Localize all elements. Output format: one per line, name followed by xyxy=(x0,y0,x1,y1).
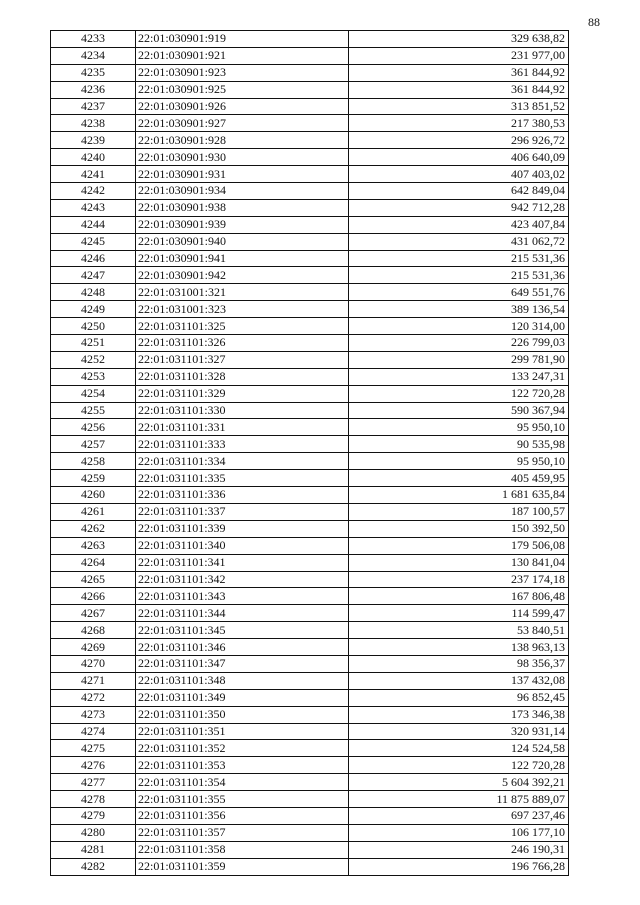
row-number-cell: 4235 xyxy=(51,64,136,81)
cadastral-value-cell: 106 177,10 xyxy=(349,824,569,841)
table-row xyxy=(51,841,569,858)
row-number-cell: 4244 xyxy=(51,216,136,233)
table-row xyxy=(51,554,569,571)
table-row xyxy=(51,723,569,740)
row-number-cell: 4251 xyxy=(51,335,136,352)
cadastral-value-cell: 697 237,46 xyxy=(349,807,569,824)
cadastral-number-cell: 22:01:031001:323 xyxy=(136,301,349,318)
cadastral-value-cell: 246 190,31 xyxy=(349,841,569,858)
row-number-cell: 4265 xyxy=(51,571,136,588)
cadastral-number-cell: 22:01:031101:328 xyxy=(136,368,349,385)
cadastral-value-cell: 423 407,84 xyxy=(349,216,569,233)
table-row xyxy=(51,706,569,723)
row-number-cell: 4247 xyxy=(51,267,136,284)
cadastral-number-cell: 22:01:031101:353 xyxy=(136,757,349,774)
row-number-cell: 4266 xyxy=(51,588,136,605)
cadastral-number-cell: 22:01:031001:321 xyxy=(136,284,349,301)
cadastral-number-cell: 22:01:031101:343 xyxy=(136,588,349,605)
table-row xyxy=(51,132,569,149)
row-number-cell: 4246 xyxy=(51,250,136,267)
cadastral-value-cell: 196 766,28 xyxy=(349,858,569,875)
row-number-cell: 4276 xyxy=(51,757,136,774)
table-row xyxy=(51,571,569,588)
row-number-cell: 4250 xyxy=(51,318,136,335)
cadastral-value-cell: 11 875 889,07 xyxy=(349,791,569,808)
table-row xyxy=(51,385,569,402)
cadastral-number-cell: 22:01:030901:941 xyxy=(136,250,349,267)
cadastral-number-cell: 22:01:031101:329 xyxy=(136,385,349,402)
cadastral-table-container xyxy=(50,30,568,876)
table-row xyxy=(51,318,569,335)
row-number-cell: 4263 xyxy=(51,537,136,554)
cadastral-value-cell: 90 535,98 xyxy=(349,436,569,453)
cadastral-number-cell: 22:01:031101:331 xyxy=(136,419,349,436)
cadastral-value-cell: 187 100,57 xyxy=(349,503,569,520)
table-row xyxy=(51,301,569,318)
cadastral-value-cell: 179 506,08 xyxy=(349,537,569,554)
table-row xyxy=(51,115,569,132)
table-row xyxy=(51,98,569,115)
row-number-cell: 4267 xyxy=(51,605,136,622)
cadastral-number-cell: 22:01:031101:359 xyxy=(136,858,349,875)
table-row xyxy=(51,588,569,605)
row-number-cell: 4259 xyxy=(51,470,136,487)
row-number-cell: 4254 xyxy=(51,385,136,402)
row-number-cell: 4280 xyxy=(51,824,136,841)
cadastral-number-cell: 22:01:030901:925 xyxy=(136,81,349,98)
table-row xyxy=(51,503,569,520)
cadastral-value-cell: 361 844,92 xyxy=(349,81,569,98)
cadastral-number-cell: 22:01:031101:330 xyxy=(136,402,349,419)
cadastral-value-cell: 5 604 392,21 xyxy=(349,774,569,791)
cadastral-number-cell: 22:01:031101:344 xyxy=(136,605,349,622)
cadastral-number-cell: 22:01:031101:326 xyxy=(136,335,349,352)
cadastral-value-cell: 329 638,82 xyxy=(349,31,569,48)
row-number-cell: 4243 xyxy=(51,199,136,216)
cadastral-number-cell: 22:01:030901:928 xyxy=(136,132,349,149)
page-number: 88 xyxy=(588,15,600,29)
cadastral-value-cell: 407 403,02 xyxy=(349,166,569,183)
cadastral-value-cell: 942 712,28 xyxy=(349,199,569,216)
cadastral-value-cell: 320 931,14 xyxy=(349,723,569,740)
cadastral-number-cell: 22:01:031101:337 xyxy=(136,503,349,520)
table-row xyxy=(51,402,569,419)
cadastral-value-cell: 96 852,45 xyxy=(349,689,569,706)
cadastral-number-cell: 22:01:031101:327 xyxy=(136,351,349,368)
row-number-cell: 4271 xyxy=(51,672,136,689)
cadastral-value-cell: 130 841,04 xyxy=(349,554,569,571)
table-row xyxy=(51,537,569,554)
row-number-cell: 4258 xyxy=(51,453,136,470)
table-body xyxy=(51,31,569,876)
cadastral-value-cell: 361 844,92 xyxy=(349,64,569,81)
table-row xyxy=(51,351,569,368)
table-row xyxy=(51,267,569,284)
row-number-cell: 4274 xyxy=(51,723,136,740)
cadastral-value-cell: 642 849,04 xyxy=(349,183,569,200)
cadastral-number-cell: 22:01:031101:348 xyxy=(136,672,349,689)
cadastral-number-cell: 22:01:030901:930 xyxy=(136,149,349,166)
row-number-cell: 4261 xyxy=(51,503,136,520)
cadastral-value-cell: 389 136,54 xyxy=(349,301,569,318)
table-row xyxy=(51,824,569,841)
cadastral-number-cell: 22:01:030901:921 xyxy=(136,47,349,64)
cadastral-number-cell: 22:01:031101:352 xyxy=(136,740,349,757)
table-row xyxy=(51,639,569,656)
cadastral-number-cell: 22:01:030901:927 xyxy=(136,115,349,132)
row-number-cell: 4237 xyxy=(51,98,136,115)
table-row xyxy=(51,470,569,487)
table-row xyxy=(51,672,569,689)
cadastral-number-cell: 22:01:031101:345 xyxy=(136,622,349,639)
cadastral-value-cell: 406 640,09 xyxy=(349,149,569,166)
table-row xyxy=(51,419,569,436)
row-number-cell: 4256 xyxy=(51,419,136,436)
cadastral-value-cell: 215 531,36 xyxy=(349,267,569,284)
cadastral-number-cell: 22:01:031101:358 xyxy=(136,841,349,858)
cadastral-value-cell: 122 720,28 xyxy=(349,385,569,402)
row-number-cell: 4269 xyxy=(51,639,136,656)
cadastral-value-cell: 215 531,36 xyxy=(349,250,569,267)
cadastral-number-cell: 22:01:031101:325 xyxy=(136,318,349,335)
cadastral-value-cell: 649 551,76 xyxy=(349,284,569,301)
cadastral-value-cell: 173 346,38 xyxy=(349,706,569,723)
row-number-cell: 4242 xyxy=(51,183,136,200)
table-row xyxy=(51,199,569,216)
cadastral-number-cell: 22:01:030901:926 xyxy=(136,98,349,115)
table-row xyxy=(51,149,569,166)
cadastral-value-cell: 122 720,28 xyxy=(349,757,569,774)
table-row xyxy=(51,622,569,639)
table-row xyxy=(51,655,569,672)
cadastral-number-cell: 22:01:030901:939 xyxy=(136,216,349,233)
cadastral-number-cell: 22:01:031101:354 xyxy=(136,774,349,791)
table-row xyxy=(51,64,569,81)
row-number-cell: 4279 xyxy=(51,807,136,824)
cadastral-number-cell: 22:01:031101:356 xyxy=(136,807,349,824)
row-number-cell: 4260 xyxy=(51,487,136,504)
cadastral-number-cell: 22:01:030901:942 xyxy=(136,267,349,284)
cadastral-number-cell: 22:01:030901:934 xyxy=(136,183,349,200)
cadastral-number-cell: 22:01:030901:919 xyxy=(136,31,349,48)
cadastral-value-cell: 124 524,58 xyxy=(349,740,569,757)
cadastral-value-cell: 226 799,03 xyxy=(349,335,569,352)
cadastral-value-cell: 299 781,90 xyxy=(349,351,569,368)
cadastral-number-cell: 22:01:030901:931 xyxy=(136,166,349,183)
cadastral-value-cell: 95 950,10 xyxy=(349,419,569,436)
cadastral-number-cell: 22:01:031101:355 xyxy=(136,791,349,808)
table-row xyxy=(51,791,569,808)
table-row xyxy=(51,368,569,385)
cadastral-number-cell: 22:01:031101:349 xyxy=(136,689,349,706)
cadastral-value-cell: 98 356,37 xyxy=(349,655,569,672)
cadastral-value-cell: 405 459,95 xyxy=(349,470,569,487)
cadastral-number-cell: 22:01:031101:334 xyxy=(136,453,349,470)
table-row xyxy=(51,858,569,875)
row-number-cell: 4233 xyxy=(51,31,136,48)
cadastral-number-cell: 22:01:031101:342 xyxy=(136,571,349,588)
row-number-cell: 4253 xyxy=(51,368,136,385)
row-number-cell: 4270 xyxy=(51,655,136,672)
row-number-cell: 4240 xyxy=(51,149,136,166)
cadastral-number-cell: 22:01:031101:335 xyxy=(136,470,349,487)
row-number-cell: 4252 xyxy=(51,351,136,368)
cadastral-number-cell: 22:01:031101:333 xyxy=(136,436,349,453)
table-row xyxy=(51,183,569,200)
cadastral-value-cell: 1 681 635,84 xyxy=(349,487,569,504)
row-number-cell: 4281 xyxy=(51,841,136,858)
row-number-cell: 4239 xyxy=(51,132,136,149)
cadastral-value-cell: 137 432,08 xyxy=(349,672,569,689)
cadastral-value-cell: 53 840,51 xyxy=(349,622,569,639)
table-row xyxy=(51,250,569,267)
cadastral-value-cell: 231 977,00 xyxy=(349,47,569,64)
cadastral-number-cell: 22:01:031101:347 xyxy=(136,655,349,672)
table-row xyxy=(51,740,569,757)
row-number-cell: 4262 xyxy=(51,520,136,537)
row-number-cell: 4234 xyxy=(51,47,136,64)
table-row xyxy=(51,436,569,453)
cadastral-number-cell: 22:01:031101:350 xyxy=(136,706,349,723)
cadastral-value-cell: 120 314,00 xyxy=(349,318,569,335)
table-row xyxy=(51,605,569,622)
row-number-cell: 4241 xyxy=(51,166,136,183)
cadastral-number-cell: 22:01:030901:938 xyxy=(136,199,349,216)
cadastral-number-cell: 22:01:030901:923 xyxy=(136,64,349,81)
row-number-cell: 4248 xyxy=(51,284,136,301)
table-row xyxy=(51,216,569,233)
cadastral-value-cell: 237 174,18 xyxy=(349,571,569,588)
cadastral-value-cell: 313 851,52 xyxy=(349,98,569,115)
row-number-cell: 4236 xyxy=(51,81,136,98)
table-row xyxy=(51,453,569,470)
table-row xyxy=(51,335,569,352)
cadastral-value-cell: 590 367,94 xyxy=(349,402,569,419)
row-number-cell: 4255 xyxy=(51,402,136,419)
cadastral-value-cell: 167 806,48 xyxy=(349,588,569,605)
row-number-cell: 4282 xyxy=(51,858,136,875)
row-number-cell: 4257 xyxy=(51,436,136,453)
table-row xyxy=(51,47,569,64)
row-number-cell: 4264 xyxy=(51,554,136,571)
table-row xyxy=(51,31,569,48)
cadastral-value-cell: 150 392,50 xyxy=(349,520,569,537)
table-row xyxy=(51,233,569,250)
table-row xyxy=(51,774,569,791)
cadastral-value-table xyxy=(50,30,569,876)
cadastral-value-cell: 114 599,47 xyxy=(349,605,569,622)
row-number-cell: 4268 xyxy=(51,622,136,639)
row-number-cell: 4273 xyxy=(51,706,136,723)
cadastral-value-cell: 296 926,72 xyxy=(349,132,569,149)
table-row xyxy=(51,487,569,504)
row-number-cell: 4272 xyxy=(51,689,136,706)
cadastral-value-cell: 133 247,31 xyxy=(349,368,569,385)
row-number-cell: 4245 xyxy=(51,233,136,250)
table-row xyxy=(51,284,569,301)
table-row xyxy=(51,689,569,706)
cadastral-number-cell: 22:01:031101:341 xyxy=(136,554,349,571)
cadastral-number-cell: 22:01:031101:340 xyxy=(136,537,349,554)
cadastral-value-cell: 217 380,53 xyxy=(349,115,569,132)
table-row xyxy=(51,166,569,183)
cadastral-number-cell: 22:01:031101:339 xyxy=(136,520,349,537)
cadastral-value-cell: 138 963,13 xyxy=(349,639,569,656)
cadastral-number-cell: 22:01:030901:940 xyxy=(136,233,349,250)
cadastral-value-cell: 431 062,72 xyxy=(349,233,569,250)
cadastral-number-cell: 22:01:031101:346 xyxy=(136,639,349,656)
table-row xyxy=(51,520,569,537)
cadastral-number-cell: 22:01:031101:336 xyxy=(136,487,349,504)
row-number-cell: 4249 xyxy=(51,301,136,318)
cadastral-value-cell: 95 950,10 xyxy=(349,453,569,470)
row-number-cell: 4277 xyxy=(51,774,136,791)
cadastral-number-cell: 22:01:031101:357 xyxy=(136,824,349,841)
table-row xyxy=(51,807,569,824)
table-row xyxy=(51,757,569,774)
row-number-cell: 4238 xyxy=(51,115,136,132)
table-row xyxy=(51,81,569,98)
row-number-cell: 4278 xyxy=(51,791,136,808)
row-number-cell: 4275 xyxy=(51,740,136,757)
cadastral-number-cell: 22:01:031101:351 xyxy=(136,723,349,740)
